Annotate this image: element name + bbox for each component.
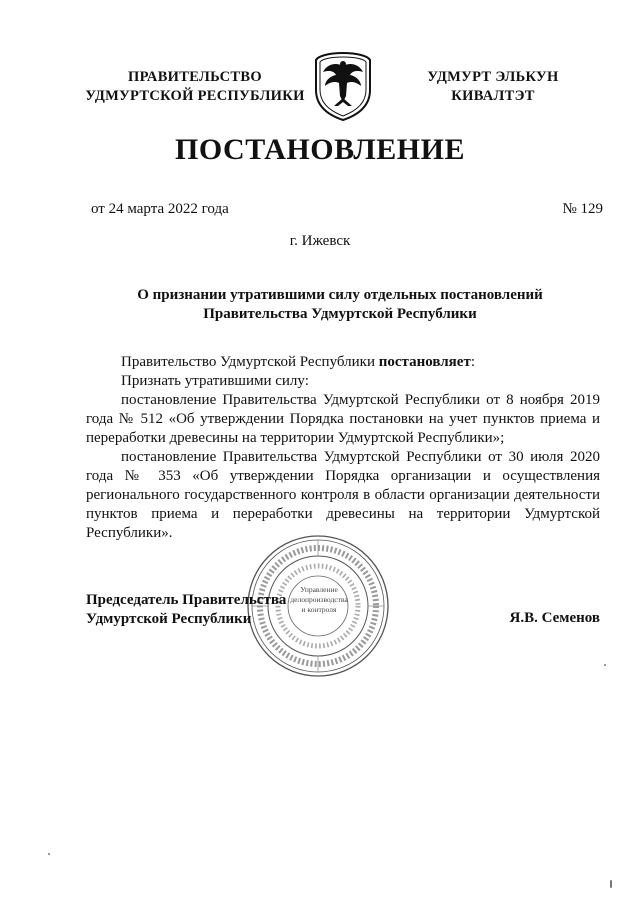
document-number: № 129	[562, 201, 603, 217]
header-left-line-1: ПРАВИТЕЛЬСТВО	[128, 69, 262, 85]
document-city: г. Ижевск	[289, 233, 351, 249]
scan-speck	[48, 853, 50, 855]
title-line-2: Правительства Удмуртской Республики	[203, 306, 477, 322]
document-type: ПОСТАНОВЛЕНИЕ	[175, 133, 465, 166]
paragraph-2: постановление Правительства Удмуртской Республики от 8 ноября 2019 года № 512 «Об утверждении Порядка постановки на учет пунктов приема и переработки древесины на территории Удмуртской Республики»;	[86, 392, 600, 446]
signatory-position	[86, 591, 286, 629]
seal-line-3: и контроля	[301, 605, 337, 614]
header-right-org	[398, 68, 588, 106]
seal-center-text	[286, 585, 352, 615]
scan-speck	[610, 880, 612, 888]
intro-bold: постановляет	[378, 354, 471, 370]
intro-plain: Правительство Удмуртской Республики	[121, 354, 379, 370]
document-title	[60, 286, 620, 324]
scan-speck	[604, 664, 606, 666]
signatory-position-line-2: Удмуртской Республики	[86, 611, 252, 627]
seal-line-1: Управление	[300, 585, 338, 594]
signatory-position-line-1: Председатель Правительства	[86, 592, 287, 608]
signatory-name: Я.В. Семенов	[509, 610, 600, 626]
paragraph-3: постановление Правительства Удмуртской Республики от 30 июля 2020 года № 353 «Об утверждении Порядка организации и осуществления регионального государственного контроля в области организации деятельности пунктов приема и переработки древесины на территории Удмуртской Республики».	[86, 449, 600, 541]
udmurt-coat-of-arms-icon	[312, 50, 374, 122]
title-line-1: О признании утратившими силу отдельных постановлений	[137, 287, 543, 303]
seal-line-2: делопроизводства	[290, 595, 348, 604]
intro-paragraph	[86, 353, 600, 372]
header-left-line-2: УДМУРТСКОЙ РЕСПУБЛИКИ	[85, 88, 305, 104]
document-date: от 24 марта 2022 года	[91, 201, 229, 217]
header-left-org	[60, 68, 330, 106]
header-right-line-2: КИВАЛТЭТ	[451, 88, 535, 104]
paragraph-1: Признать утратившими силу:	[121, 373, 309, 389]
intro-end: :	[470, 354, 475, 370]
document-body	[86, 353, 600, 543]
header-right-line-1: УДМУРТ ЭЛЬКУН	[427, 69, 559, 85]
